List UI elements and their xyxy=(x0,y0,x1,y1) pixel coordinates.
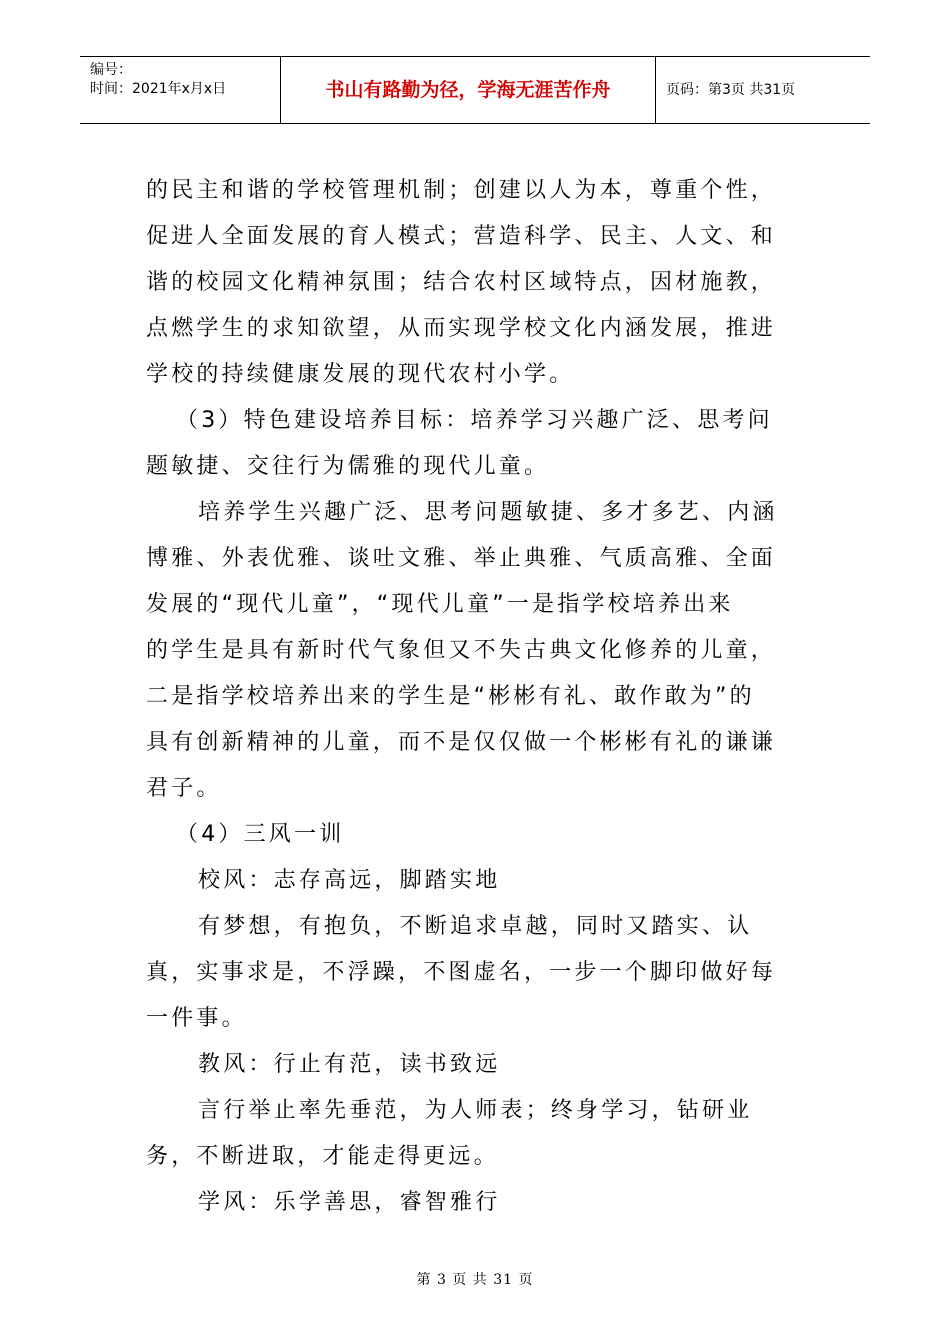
page-footer: 第 3 页 共 31 页 xyxy=(416,1272,534,1288)
body-line: 培养学生兴趣广泛、思考问题敏捷、多才多艺、内涵 xyxy=(198,500,778,525)
body-line: 发展的“现代儿童”，“现代儿童”一是指学校培养出来 xyxy=(146,592,734,617)
body-line: 促进人全面发展的育人模式；营造科学、民主、人文、和 xyxy=(146,224,777,249)
header-page-cell xyxy=(656,57,870,123)
teaching-motto-line: 教风：行止有范，读书致远 xyxy=(198,1052,501,1077)
section-heading-4: （4）三风一训 xyxy=(176,822,345,847)
header-page-number: 页码：第3页 共31页 xyxy=(666,82,796,98)
body-line: 点燃学生的求知欲望，从而实现学校文化内涵发展，推进 xyxy=(146,316,777,341)
document-number-label: 编号： xyxy=(90,62,132,78)
header-motto: 书山有路勤为径，学海无涯苦作舟 xyxy=(325,79,611,101)
body-line: 博雅、外表优雅、谈吐文雅、举止典雅、气质高雅、全面 xyxy=(146,546,777,571)
section-heading-3: （3）特色建设培养目标：培养学习兴趣广泛、思考问 xyxy=(176,408,773,433)
body-line: 有梦想，有抱负，不断追求卓越，同时又踏实、认 xyxy=(198,914,753,939)
body-line: 的民主和谐的学校管理机制；创建以人为本，尊重个性， xyxy=(146,178,777,203)
body-line: 谐的校园文化精神氛围；结合农村区域特点，因材施教， xyxy=(146,270,777,295)
study-motto-line: 学风：乐学善思，睿智雅行 xyxy=(198,1190,501,1215)
body-line: 真，实事求是，不浮躁，不图虚名，一步一个脚印做好每 xyxy=(146,960,777,985)
document-header xyxy=(80,56,870,124)
body-line: 具有创新精神的儿童，而不是仅仅做一个彬彬有礼的谦谦 xyxy=(146,730,777,755)
body-line: 君子。 xyxy=(146,776,222,801)
body-line: 一件事。 xyxy=(146,1006,247,1031)
body-line: 言行举止率先垂范，为人师表；终身学习，钻研业 xyxy=(198,1098,753,1123)
body-line: 务，不断进取，才能走得更远。 xyxy=(146,1144,499,1169)
header-meta-cell xyxy=(80,57,280,123)
body-line: 学校的持续健康发展的现代农村小学。 xyxy=(146,362,575,387)
document-body xyxy=(146,168,806,1226)
school-motto-line: 校风：志存高远，脚踏实地 xyxy=(198,868,501,893)
document-time-label: 时间：2021年x月x日 xyxy=(90,81,227,97)
body-line: 的学生是具有新时代气象但又不失古典文化修养的儿童， xyxy=(146,638,777,663)
body-line: 题敏捷、交往行为儒雅的现代儿童。 xyxy=(146,454,550,479)
header-motto-cell xyxy=(280,57,656,123)
body-line: 二是指学校培养出来的学生是“彬彬有礼、敢作敢为”的 xyxy=(146,684,755,709)
